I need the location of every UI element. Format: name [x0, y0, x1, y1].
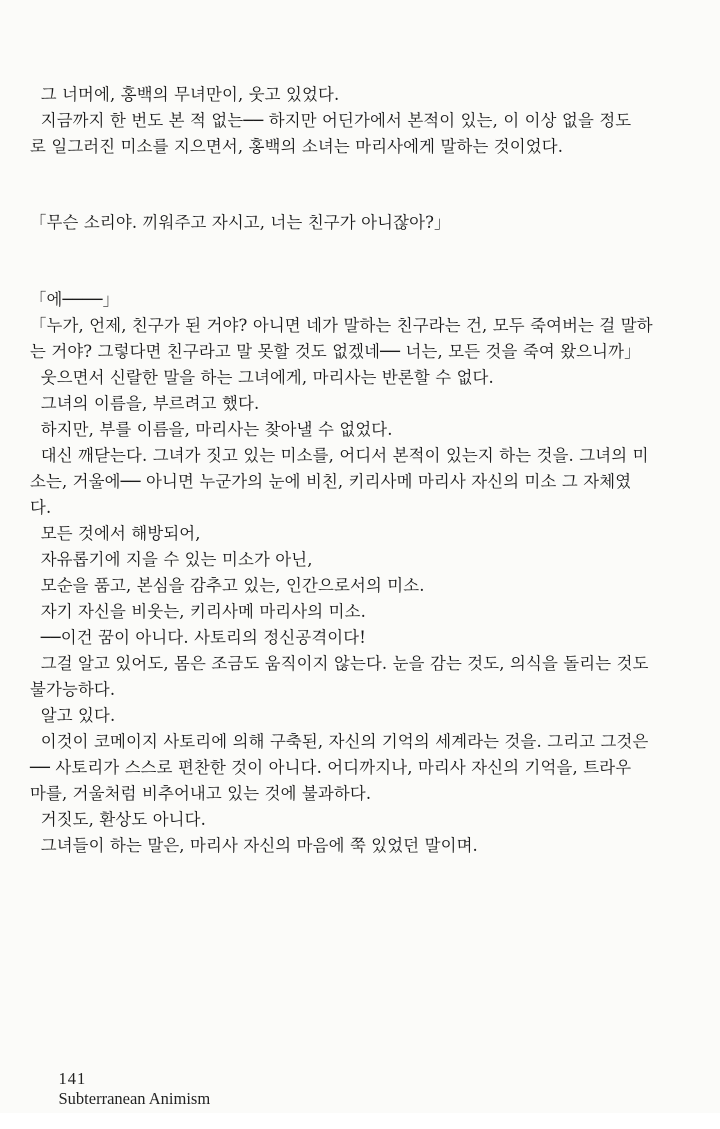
text-line: 모든 것에서 해방되어, [30, 524, 201, 543]
text-line: 거짓도, 환상도 아니다. [30, 810, 207, 829]
text-line: 불가능하다. [30, 680, 116, 699]
dialogue-line: 는 거야? 그렇다면 친구라고 말 못할 것도 없겠네── 너는, 모든 것을 죽여 왔으니까」 [30, 342, 641, 361]
text-line: 다. [30, 498, 52, 517]
text-line: 지금까지 한 번도 본 적 없는── 하지만 어딘가에서 본적이 있는, 이 이상 없을 정도 [30, 111, 632, 130]
page-footer [42, 1049, 210, 1129]
text-line: 이것이 코메이지 사토리에 의해 구축된, 자신의 기억의 세계라는 것을. 그리고 그것은 [30, 732, 649, 751]
dialogue-line: 「무슨 소리야. 끼워주고 자시고, 너는 친구가 아니잖아?」 [30, 213, 451, 232]
text-line: 그 너머에, 홍백의 무녀만이, 웃고 있었다. [30, 85, 340, 104]
book-title: Subterranean Animism [58, 1089, 211, 1108]
text-line: 모순을 품고, 본심을 감추고 있는, 인간으로서의 미소. [30, 576, 425, 595]
text-line: ── 사토리가 스스로 편찬한 것이 아니다. 어디까지나, 마리사 자신의 기억을, 트라우 [30, 758, 632, 777]
text-line: 마를, 거울처럼 비추어내고 있는 것에 불과하다. [30, 784, 372, 803]
text-line: 자기 자신을 비웃는, 키리사메 마리사의 미소. [30, 602, 366, 621]
text-line: 그녀의 이름을, 부르려고 했다. [30, 394, 260, 413]
text-line: 알고 있다. [30, 706, 116, 725]
text-line: 자유롭기에 지을 수 있는 미소가 아닌, [30, 550, 313, 569]
dialogue-line: 「누가, 언제, 친구가 된 거야? 아니면 네가 말하는 친구라는 건, 모두 죽여버는 걸 말하 [30, 316, 653, 335]
text-line: 그녀들이 하는 말은, 마리사 자신의 마음에 쭉 있었던 말이며. [30, 836, 478, 855]
text-line: 하지만, 부를 이름을, 마리사는 찾아낼 수 없었다. [30, 420, 393, 439]
text-line: 소는, 거울에── 아니면 누군가의 눈에 비친, 키리사메 마리사 자신의 미소 그 자체였 [30, 472, 632, 491]
text-line: 웃으면서 신랄한 말을 하는 그녀에게, 마리사는 반론할 수 없다. [30, 368, 494, 387]
dialogue-line: 「에────」 [30, 290, 120, 309]
page-number: 141 [58, 1069, 87, 1088]
text-line: ──이건 꿈이 아니다. 사토리의 정신공격이다! [30, 628, 367, 647]
text-line: 그걸 알고 있어도, 몸은 조금도 움직이지 않는다. 눈을 감는 것도, 의식을 돌리는 것도 [30, 654, 649, 673]
text-line: 로 일그러진 미소를 지으면서, 홍백의 소녀는 마리사에게 말하는 것이었다. [30, 137, 564, 156]
text-line: 대신 깨닫는다. 그녀가 짓고 있는 미소를, 어디서 본적이 있는지 하는 것을. 그녀의 미 [30, 446, 649, 465]
